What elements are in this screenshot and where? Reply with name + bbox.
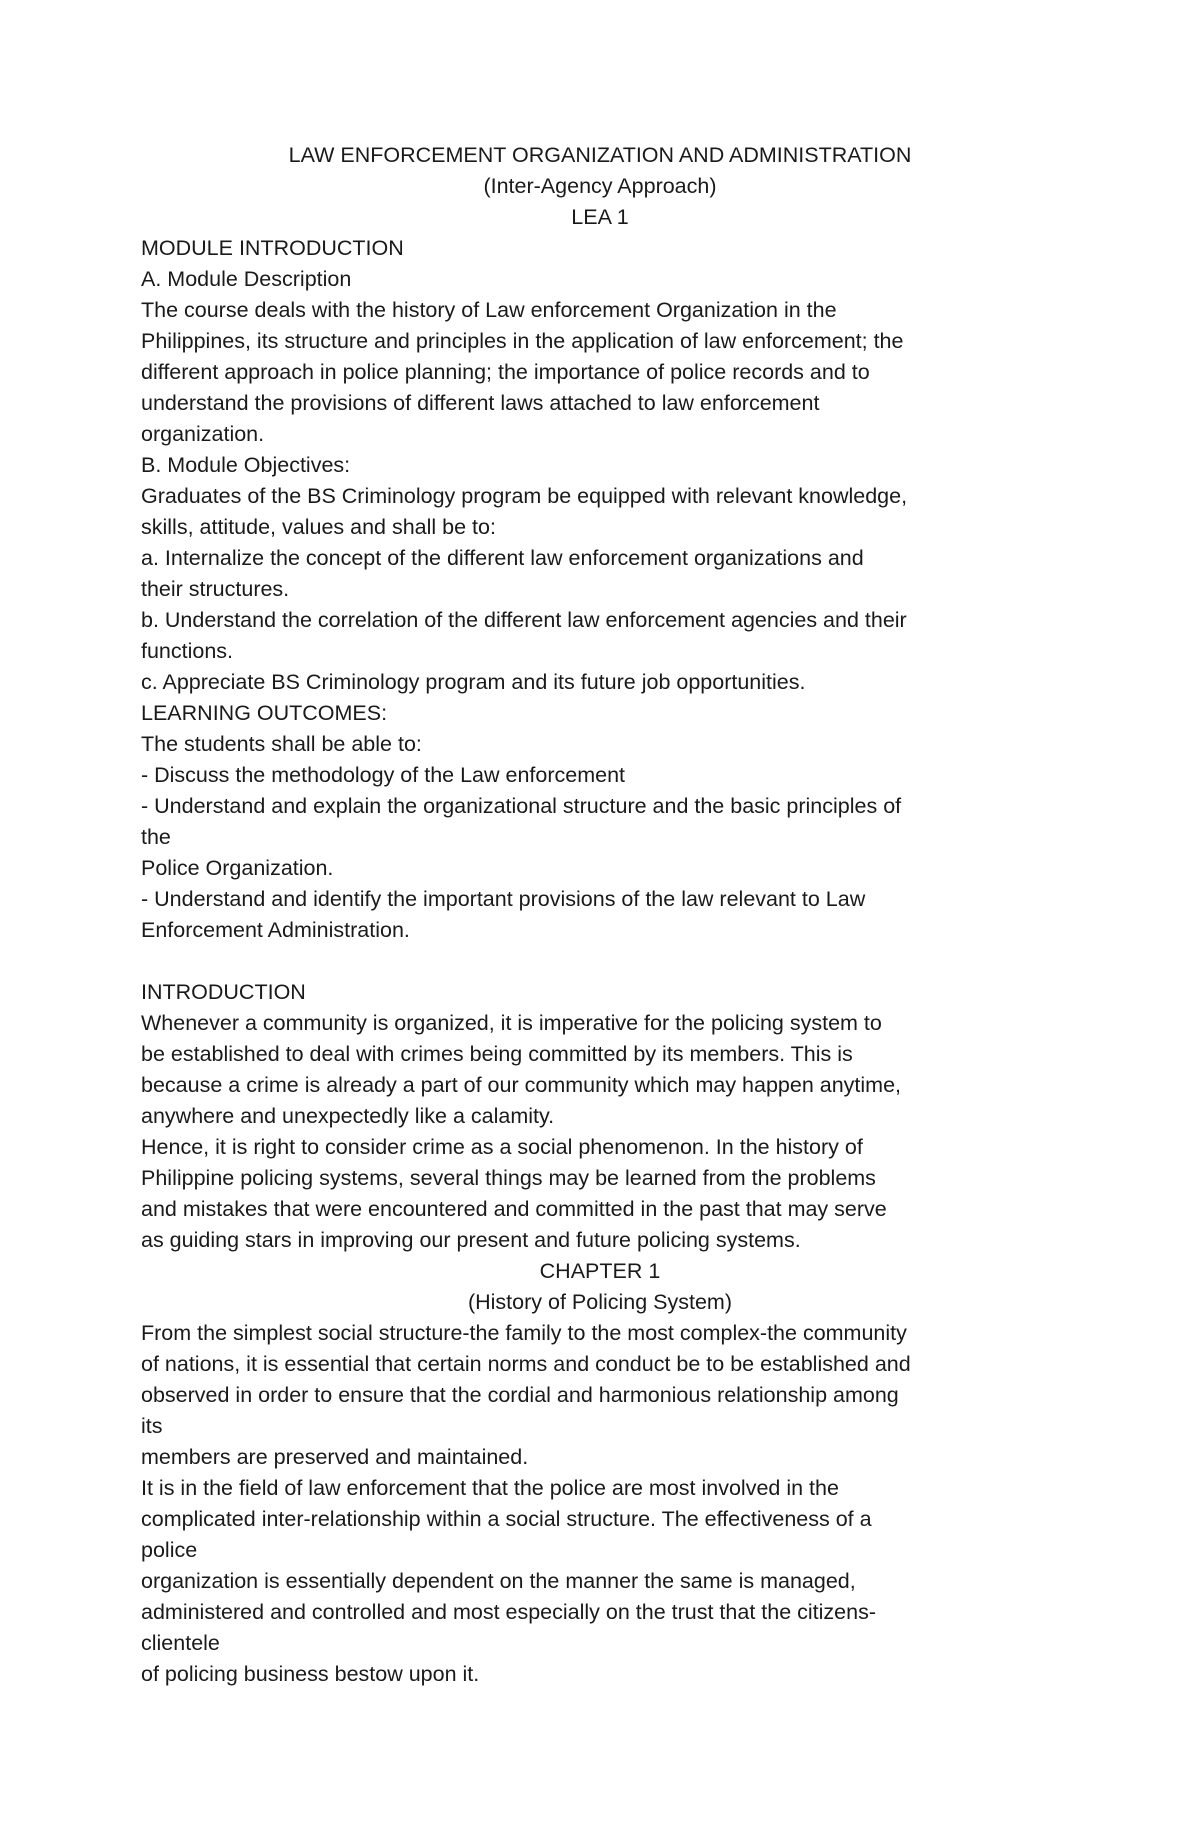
chapter-1-section (141, 1256, 1071, 1690)
paragraph-line: be established to deal with crimes being committed by its members. This is (141, 1042, 853, 1066)
paragraph-line: organization is essentially dependent on the manner the same is managed, (141, 1569, 856, 1593)
paragraph-line: the (141, 825, 171, 849)
paragraph-line: skills, attitude, values and shall be to: (141, 515, 496, 539)
paragraph-line: administered and controlled and most especially on the trust that the citizens- (141, 1600, 876, 1624)
module-introduction-heading: MODULE INTRODUCTION (141, 236, 404, 260)
paragraph-line: of nations, it is essential that certain norms and conduct be to be established and (141, 1352, 911, 1376)
course-code: LEA 1 (571, 205, 629, 229)
paragraph-line: Police Organization. (141, 856, 334, 880)
module-objectives-heading: B. Module Objectives: (141, 453, 351, 477)
learning-outcomes-text (141, 729, 1071, 946)
module-description-heading: A. Module Description (141, 267, 352, 291)
module-introduction-section (141, 233, 1071, 946)
objective-item: c. Appreciate BS Criminology program and its future job opportunities. (141, 670, 806, 694)
paragraph-line: and mistakes that were encountered and committed in the past that may serve (141, 1197, 887, 1221)
paragraph-line: Hence, it is right to consider crime as a social phenomenon. In the history of (141, 1135, 863, 1159)
paragraph-line: Whenever a community is organized, it is imperative for the policing system to (141, 1011, 882, 1035)
module-description-text (141, 295, 1071, 450)
introduction-section (141, 977, 1071, 1256)
paragraph-line: organization. (141, 422, 265, 446)
paragraph-line: anywhere and unexpectedly like a calamity. (141, 1104, 555, 1128)
paragraph-line: its (141, 1414, 163, 1438)
paragraph-line: observed in order to ensure that the cordial and harmonious relationship among (141, 1383, 899, 1407)
paragraph-line: The students shall be able to: (141, 732, 422, 756)
outcome-item: - Discuss the methodology of the Law enforcement (141, 763, 626, 787)
paragraph-line: members are preserved and maintained. (141, 1445, 529, 1469)
document-page (141, 140, 1071, 1690)
paragraph-line: clientele (141, 1631, 220, 1655)
document-header (141, 140, 1059, 233)
module-objectives-text (141, 481, 1071, 698)
paragraph-line: understand the provisions of different laws attached to law enforcement (141, 391, 820, 415)
paragraph-line: different approach in police planning; the importance of police records and to (141, 360, 870, 384)
paragraph-line: Philippine policing systems, several things may be learned from the problems (141, 1166, 876, 1190)
paragraph-line: Philippines, its structure and principles in the application of law enforcement; the (141, 329, 904, 353)
paragraph-line: Graduates of the BS Criminology program be equipped with relevant knowledge, (141, 484, 908, 508)
outcome-item: - Understand and identify the important provisions of the law relevant to Law (141, 887, 866, 911)
outcome-item: - Understand and explain the organizational structure and the basic principles of (141, 794, 902, 818)
chapter-heading: CHAPTER 1 (539, 1259, 661, 1283)
document-title: LAW ENFORCEMENT ORGANIZATION AND ADMINISTRATION (288, 143, 912, 167)
paragraph-line: Enforcement Administration. (141, 918, 410, 942)
paragraph-line: because a crime is already a part of our community which may happen anytime, (141, 1073, 902, 1097)
objective-item: b. Understand the correlation of the different law enforcement agencies and their (141, 608, 907, 632)
document-subtitle: (Inter-Agency Approach) (483, 174, 717, 198)
paragraph-line: complicated inter-relationship within a social structure. The effectiveness of a (141, 1507, 872, 1531)
paragraph-line: police (141, 1538, 198, 1562)
section-spacer (141, 946, 1071, 977)
paragraph-line: It is in the field of law enforcement that the police are most involved in the (141, 1476, 839, 1500)
paragraph-line: From the simplest social structure-the family to the most complex-the community (141, 1321, 907, 1345)
introduction-heading: INTRODUCTION (141, 980, 306, 1004)
paragraph-line: The course deals with the history of Law enforcement Organization in the (141, 298, 837, 322)
learning-outcomes-heading: LEARNING OUTCOMES: (141, 701, 388, 725)
chapter-subheading: (History of Policing System) (467, 1290, 733, 1314)
paragraph-line: of policing business bestow upon it. (141, 1662, 480, 1686)
paragraph-line: their structures. (141, 577, 290, 601)
paragraph-line: functions. (141, 639, 234, 663)
objective-item: a. Internalize the concept of the different law enforcement organizations and (141, 546, 864, 570)
paragraph-line: as guiding stars in improving our present and future policing systems. (141, 1228, 801, 1252)
